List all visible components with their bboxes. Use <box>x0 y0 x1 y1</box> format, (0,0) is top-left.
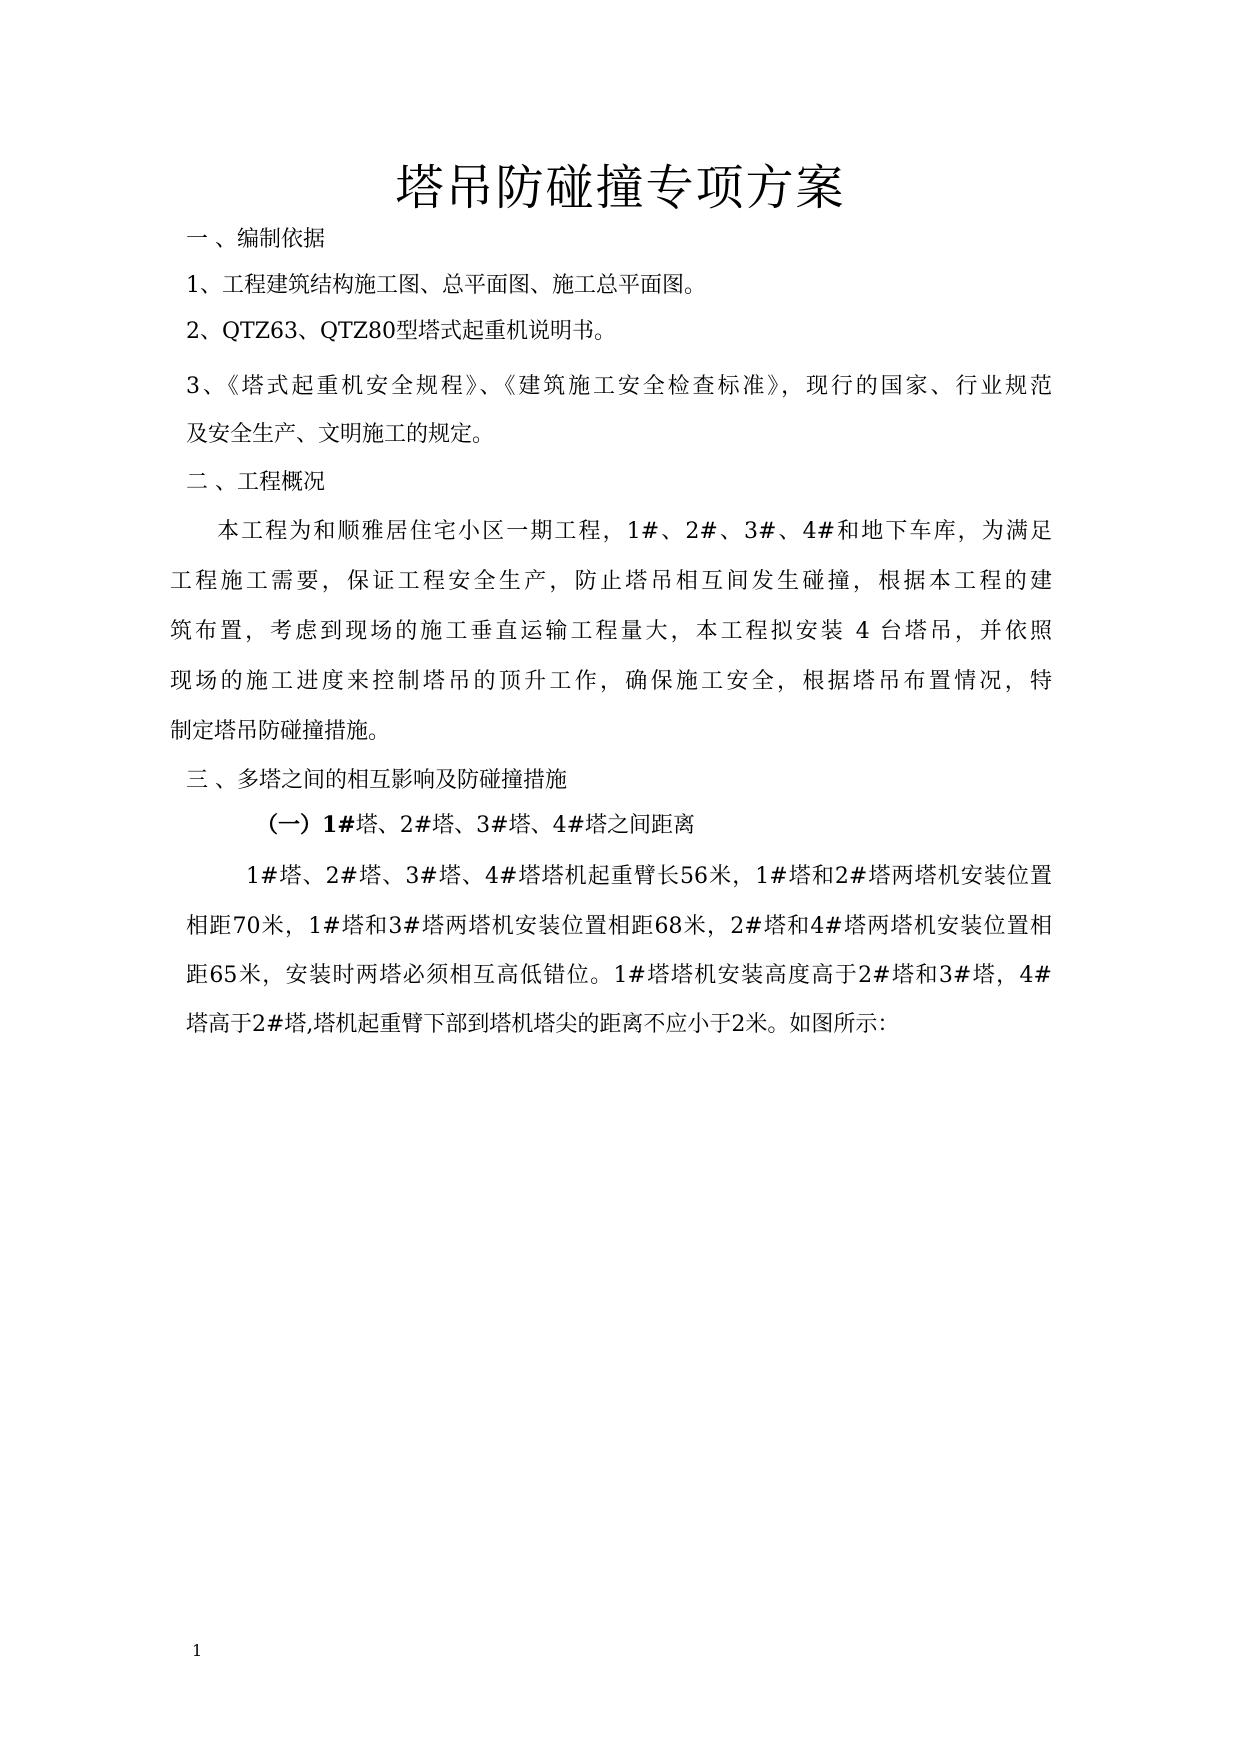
section-heading-measures: 三 、多塔之间的相互影响及防碰撞措施 <box>186 768 567 793</box>
section-heading-overview: 二 、工程概况 <box>186 470 325 495</box>
overview-line-4: 现场的施工进度来控制塔吊的顶升工作，确保施工安全，根据塔吊布置情况，特 <box>170 669 1052 694</box>
overview-line-2: 工程施工需要，保证工程安全生产，防止塔吊相互间发生碰撞，根据本工程的建 <box>170 569 1052 594</box>
basis-item-1: 1、工程建筑结构施工图、总平面图、施工总平面图。 <box>186 273 706 298</box>
subsection-heading-rest: 塔、2#塔、3#塔、4#塔之间距离 <box>355 813 696 838</box>
distance-line-1: 1#塔、2#塔、3#塔、4#塔塔机起重臂长56米，1#塔和2#塔两塔机安装位置 <box>246 864 1052 889</box>
document-title: 塔吊防碰撞专项方案 <box>395 160 846 216</box>
overview-line-5: 制定塔吊防碰撞措施。 <box>170 719 391 744</box>
overview-line-1: 本工程为和顺雅居住宅小区一期工程，1#、2#、3#、4#和地下车库，为满足 <box>217 519 1052 544</box>
basis-item-3-line-2: 及安全生产、文明施工的规定。 <box>186 422 495 447</box>
distance-line-3: 距65米，安装时两塔必须相互高低错位。1#塔塔机安装高度高于2#塔和3#塔，4# <box>186 963 1052 988</box>
page-number: 1 <box>192 1641 203 1660</box>
subsection-heading-prefix: （一）1# <box>256 812 356 838</box>
distance-line-2: 相距70米，1#塔和3#塔两塔机安装位置相距68米，2#塔和4#塔两塔机安装位置相 <box>186 914 1052 939</box>
basis-item-3-line-1: 3、《塔式起重机安全规程》、《建筑施工安全检查标准》，现行的国家、行业规范 <box>186 374 1052 399</box>
distance-line-4: 塔高于2#塔,塔机起重臂下部到塔机塔尖的距离不应小于2米。如图所示： <box>186 1012 900 1037</box>
section-heading-basis: 一 、编制依据 <box>186 227 325 252</box>
overview-line-3: 筑布置，考虑到现场的施工垂直运输工程量大，本工程拟安装 4 台塔吊，并依照 <box>170 619 1052 644</box>
subsection-heading-distance <box>256 810 695 841</box>
basis-item-2: 2、QTZ63、QTZ80型塔式起重机说明书。 <box>186 319 616 344</box>
